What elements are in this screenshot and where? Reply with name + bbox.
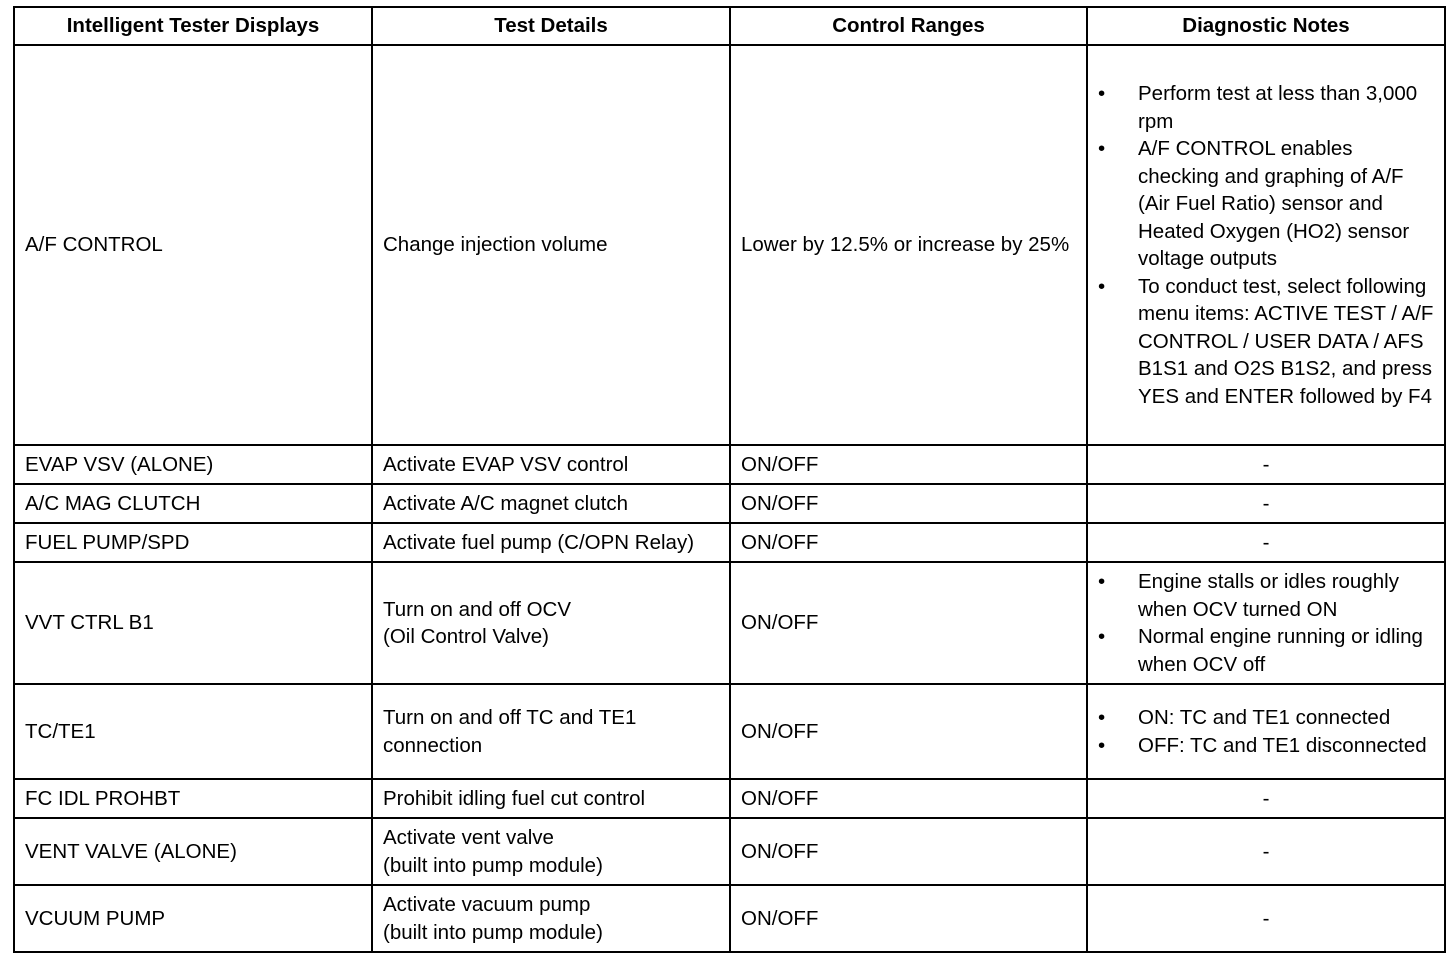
details-line: Activate vacuum pump — [383, 893, 591, 916]
active-test-table — [13, 6, 1446, 953]
details-line: Turn on and off OCV — [383, 597, 572, 621]
cell-notes — [1087, 45, 1445, 445]
note-item: • A/F CONTROL enables checking and graphing of A/F (Air Fuel Ratio) sensor and Heated Oxygen (HO2) sensor voltage outputs — [1098, 135, 1434, 273]
notes-list — [1098, 568, 1434, 678]
notes-list — [1098, 80, 1434, 410]
cell-range: ON/OFF — [730, 779, 1087, 818]
cell-display: FC IDL PROHBT — [14, 779, 372, 818]
cell-display: TC/TE1 — [14, 684, 372, 779]
cell-display: A/F CONTROL — [14, 45, 372, 445]
cell-notes-empty: - — [1087, 484, 1445, 523]
column-header-displays: Intelligent Tester Displays — [14, 7, 372, 45]
cell-display: VCUUM PUMP — [14, 885, 372, 952]
cell-range: ON/OFF — [730, 818, 1087, 885]
cell-notes-empty: - — [1087, 779, 1445, 818]
cell-range: ON/OFF — [730, 484, 1087, 523]
table-row — [14, 818, 1445, 885]
table-header-row — [14, 7, 1445, 45]
table-row — [14, 523, 1445, 562]
table-row — [14, 562, 1445, 684]
table-row — [14, 885, 1445, 952]
cell-display: VENT VALVE (ALONE) — [14, 818, 372, 885]
table-row — [14, 684, 1445, 779]
cell-range: ON/OFF — [730, 445, 1087, 484]
column-header-control-ranges: Control Ranges — [730, 7, 1087, 45]
note-item: • OFF: TC and TE1 disconnected — [1098, 732, 1434, 760]
table-row — [14, 445, 1445, 484]
cell-notes — [1087, 684, 1445, 779]
cell-range: ON/OFF — [730, 885, 1087, 952]
cell-range: ON/OFF — [730, 684, 1087, 779]
cell-notes-empty: - — [1087, 523, 1445, 562]
table-row — [14, 779, 1445, 818]
notes-list — [1098, 704, 1434, 759]
details-line: (built into pump module) — [383, 853, 603, 877]
cell-details: Activate A/C magnet clutch — [372, 484, 730, 523]
details-line: Activate vent valve — [383, 826, 554, 849]
cell-notes-empty: - — [1087, 885, 1445, 952]
column-header-test-details: Test Details — [372, 7, 730, 45]
cell-display: EVAP VSV (ALONE) — [14, 445, 372, 484]
details-line: (built into pump module) — [383, 920, 603, 944]
note-item: • To conduct test, select following menu items: ACTIVE TEST / A/F CONTROL / USER DATA / AFS B1S1 and O2S B1S2, and press YES and ENTER followed by F4 — [1098, 273, 1434, 411]
note-item: • Normal engine running or idling when OCV off — [1098, 623, 1434, 678]
cell-range: Lower by 12.5% or increase by 25% — [730, 45, 1087, 445]
note-item: • ON: TC and TE1 connected — [1098, 704, 1434, 732]
column-header-diagnostic-notes: Diagnostic Notes — [1087, 7, 1445, 45]
cell-range: ON/OFF — [730, 523, 1087, 562]
cell-range: ON/OFF — [730, 562, 1087, 684]
cell-details: Activate fuel pump (C/OPN Relay) — [372, 523, 730, 562]
details-line: (Oil Control Valve) — [383, 625, 549, 648]
cell-notes-empty: - — [1087, 818, 1445, 885]
cell-details: Turn on and off TC and TE1 connection — [372, 684, 730, 779]
table-row — [14, 484, 1445, 523]
cell-details — [372, 562, 730, 684]
cell-details — [372, 818, 730, 885]
cell-notes — [1087, 562, 1445, 684]
cell-notes-empty: - — [1087, 445, 1445, 484]
cell-display: VVT CTRL B1 — [14, 562, 372, 684]
cell-details: Prohibit idling fuel cut control — [372, 779, 730, 818]
note-item: • Perform test at less than 3,000 rpm — [1098, 80, 1434, 135]
cell-details — [372, 885, 730, 952]
cell-display: FUEL PUMP/SPD — [14, 523, 372, 562]
cell-display: A/C MAG CLUTCH — [14, 484, 372, 523]
note-item: • Engine stalls or idles roughly when OCV turned ON — [1098, 568, 1434, 623]
cell-details: Change injection volume — [372, 45, 730, 445]
table-row — [14, 45, 1445, 445]
cell-details: Activate EVAP VSV control — [372, 445, 730, 484]
